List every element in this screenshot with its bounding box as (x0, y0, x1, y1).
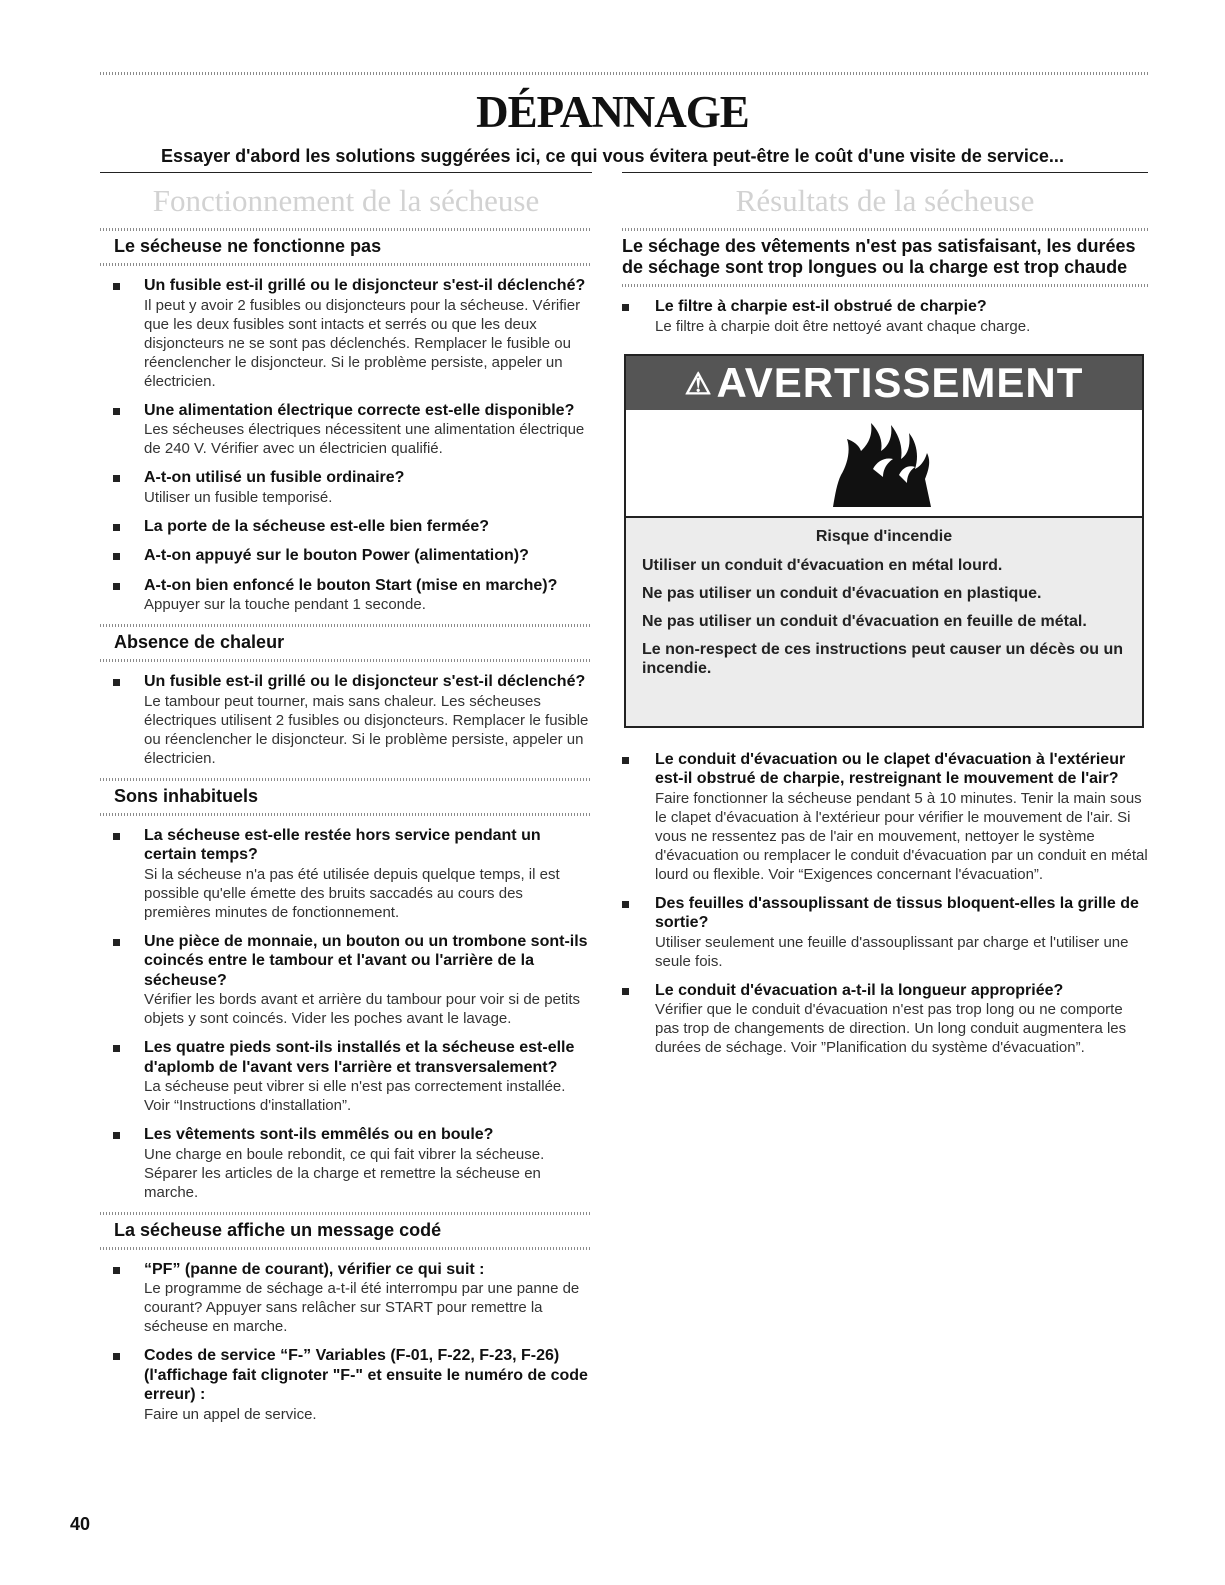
item-list (622, 750, 1148, 1058)
warning-risk: Risque d'incendie (815, 527, 953, 545)
list-item (622, 750, 1148, 884)
item-answer: La sécheuse peut vibrer si elle n'est pas correctement installée. Voir “Instructions d'installation”. (144, 1078, 566, 1114)
item-answer: Il peut y avoir 2 fusibles ou disjoncteurs pour la sécheuse. Vérifier que les deux fusibles sont intacts et serrés ou que les deux disjoncteurs ne se sont pas déclenchés. Remplacer le fusible ou réenclencher le disjoncteur. Si le problème persiste, appeler un électricien. (144, 296, 581, 390)
item-answer: Utiliser un fusible temporisé. (144, 488, 333, 506)
list-item (100, 1038, 592, 1115)
bullet-icon (113, 1267, 120, 1274)
group-heading: Sons inhabituels (114, 785, 259, 806)
list-item (100, 672, 592, 768)
list-item (100, 826, 592, 922)
item-question: Une pièce de monnaie, un bouton ou un trombone sont-ils coincés entre le tambour et l'avant ou l'arrière de la sécheuse? (144, 932, 588, 989)
item-answer: Le programme de séchage a-t-il été interrompu par une panne de courant? Appuyer sans relâcher sur START pour remettre la sécheuse en marche. (144, 1280, 580, 1335)
bullet-icon (113, 475, 120, 482)
section-rule (100, 172, 592, 173)
right-column (622, 172, 1148, 1067)
list-item (622, 894, 1148, 971)
dotted-rule (100, 659, 592, 662)
left-groups (100, 228, 592, 1424)
item-answer: Les sécheuses électriques nécessitent une alimentation électrique de 240 V. Vérifier avec un électricien qualifié. (144, 421, 585, 457)
item-answer: Faire un appel de service. (144, 1405, 317, 1423)
bullet-icon (622, 304, 629, 311)
item-answer: Utiliser seulement une feuille d'assouplissant par charge et l'utiliser une seule fois. (655, 933, 1129, 970)
item-answer: Vérifier que le conduit d'évacuation n'est pas trop long ou ne comporte pas trop de changements de direction. Un long conduit augmentera les durées de séchage. Voir ”Planification du système d'évacuation”. (655, 1001, 1127, 1056)
bullet-icon (622, 757, 629, 764)
list-item (100, 576, 592, 615)
list-item (622, 981, 1148, 1058)
item-question: Le conduit d'évacuation a-t-il la longueur appropriée? (655, 981, 1064, 999)
list-item (100, 1260, 592, 1337)
warning-line: Utiliser un conduit d'évacuation en métal lourd. (642, 556, 1003, 574)
item-list (100, 276, 592, 614)
list-item (100, 276, 592, 391)
item-list (100, 672, 592, 768)
item-question: Le filtre à charpie est-il obstrué de charpie? (655, 298, 987, 315)
list-item (100, 468, 592, 507)
group-heading: La sécheuse affiche un message codé (114, 1219, 442, 1240)
item-answer: Si la sécheuse n'a pas été utilisée depuis quelque temps, il est possible qu'elle émette des bruits saccadés au cours des premières minutes de fonctionnement. (144, 865, 560, 921)
warning-line: Ne pas utiliser un conduit d'évacuation en feuille de métal. (642, 612, 1087, 630)
page-number: 40 (70, 1514, 91, 1534)
item-question: “PF” (panne de courant), vérifier ce qui suit : (144, 1260, 485, 1278)
item-answer: Vérifier les bords avant et arrière du tambour pour voir si de petits objets y sont coincés. Vider les poches avant le lavage. (144, 991, 581, 1027)
bullet-icon (113, 1045, 120, 1052)
group-heading: Absence de chaleur (114, 632, 285, 652)
page-title: DÉPANNAGE (476, 87, 749, 137)
warning-label: AVERTISSEMENT (716, 358, 1084, 406)
item-list (100, 826, 592, 1202)
warning-triangle-icon: ⚠ (684, 367, 713, 401)
item-question: La porte de la sécheuse est-elle bien fermée? (144, 517, 490, 535)
bullet-icon (113, 833, 120, 840)
bullet-icon (113, 1353, 120, 1360)
list-item (100, 401, 592, 459)
dotted-rule (100, 813, 592, 816)
bullet-icon (622, 901, 629, 908)
warning-line: Le non-respect de ces instructions peut causer un décès ou un incendie. (642, 640, 1123, 677)
section-title-right: Résultats de la sécheuse (735, 183, 1035, 218)
left-column (100, 172, 592, 1434)
item-question: Codes de service “F-” Variables (F-01, F-22, F-23, F-26) (l'affichage fait clignoter "F-" et ensuite le numéro de code erreur) : (144, 1347, 588, 1403)
item-list (100, 1260, 592, 1424)
bullet-icon (113, 524, 120, 531)
item-question: Un fusible est-il grillé ou le disjoncteur s'est-il déclenché? (144, 277, 586, 294)
fire-hazard-icon (626, 410, 1142, 518)
bullet-icon (113, 939, 120, 946)
item-question: Les quatre pieds sont-ils installés et la sécheuse est-elle d'aplomb de l'avant vers l'arrière et transversalement? (144, 1039, 575, 1076)
bullet-icon (113, 583, 120, 590)
top-dotted-rule (100, 72, 1150, 75)
item-answer: Une charge en boule rebondit, ce qui fait vibrer la sécheuse. Séparer les articles de la charge et remettre la sécheuse en marche. (144, 1145, 545, 1201)
group-heading: Le sécheuse ne fonctionne pas (114, 236, 382, 256)
warning-line: Ne pas utiliser un conduit d'évacuation en plastique. (642, 584, 1042, 602)
item-question: Des feuilles d'assouplissant de tissus bloquent-elles la grille de sortie? (655, 894, 1139, 931)
item-question: Une alimentation électrique correcte est-elle disponible? (144, 401, 575, 419)
page-subtitle: Essayer d'abord les solutions suggérées ici, ce qui vous évitera peut-être le coût d'une visite de service... (161, 146, 1064, 166)
item-question: Le conduit d'évacuation ou le clapet d'évacuation à l'extérieur est-il obstrué de charpie, restreignant le mouvement de l'air? (655, 750, 1126, 787)
dotted-rule (622, 284, 1148, 287)
dotted-rule (100, 1247, 592, 1250)
item-question: Les vêtements sont-ils emmêlés ou en boule? (144, 1126, 494, 1143)
item-question: A-t-on utilisé un fusible ordinaire? (144, 469, 405, 486)
list-item (100, 932, 592, 1029)
item-question: La sécheuse est-elle restée hors service pendant un certain temps? (144, 826, 541, 863)
item-answer: Le filtre à charpie doit être nettoyé avant chaque charge. (655, 317, 1031, 335)
list-item (100, 517, 592, 537)
bullet-icon (113, 408, 120, 415)
item-question: A-t-on bien enfoncé le bouton Start (mise en marche)? (144, 576, 558, 594)
dotted-rule (100, 263, 592, 266)
list-item (622, 297, 1148, 336)
group-heading: Le séchage des vêtements n'est pas satisfaisant, les durées de séchage sont trop longues ou la charge est trop chaude (622, 236, 1136, 277)
section-rule (622, 172, 1148, 173)
list-item (100, 1346, 592, 1424)
section-title-left: Fonctionnement de la sécheuse (152, 183, 540, 218)
warning-body (626, 518, 1142, 678)
item-answer: Faire fonctionner la sécheuse pendant 5 à 10 minutes. Tenir la main sous le clapet d'évacuation à l'extérieur pour vérifier le mouvement de l'air. Si vous ne ressentez pas de l'air en mouvement, nettoyer le système d'évacuation ou remplacer le conduit d'évacuation par un conduit en métal lourd ou flexible. Voir “Exigences concernant l'évacuation”. (655, 789, 1148, 883)
bullet-icon (113, 1132, 120, 1139)
bullet-icon (113, 283, 120, 290)
list-item (100, 1125, 592, 1202)
item-list (622, 297, 1148, 336)
item-question: Un fusible est-il grillé ou le disjoncteur s'est-il déclenché? (144, 673, 586, 690)
warning-box (624, 354, 1144, 728)
list-item (100, 546, 592, 566)
item-question: A-t-on appuyé sur le bouton Power (alimentation)? (144, 547, 529, 564)
item-answer: Appuyer sur la touche pendant 1 seconde. (144, 596, 426, 613)
bullet-icon (622, 988, 629, 995)
bullet-icon (113, 553, 120, 560)
bullet-icon (113, 679, 120, 686)
warning-header (626, 356, 1142, 410)
item-answer: Le tambour peut tourner, mais sans chaleur. Les sécheuses électriques utilisent 2 fusibles ou disjoncteurs. Remplacer le fusible ou réenclencher le disjoncteur. Si le problème persiste, appeler un électricien. (144, 692, 589, 767)
